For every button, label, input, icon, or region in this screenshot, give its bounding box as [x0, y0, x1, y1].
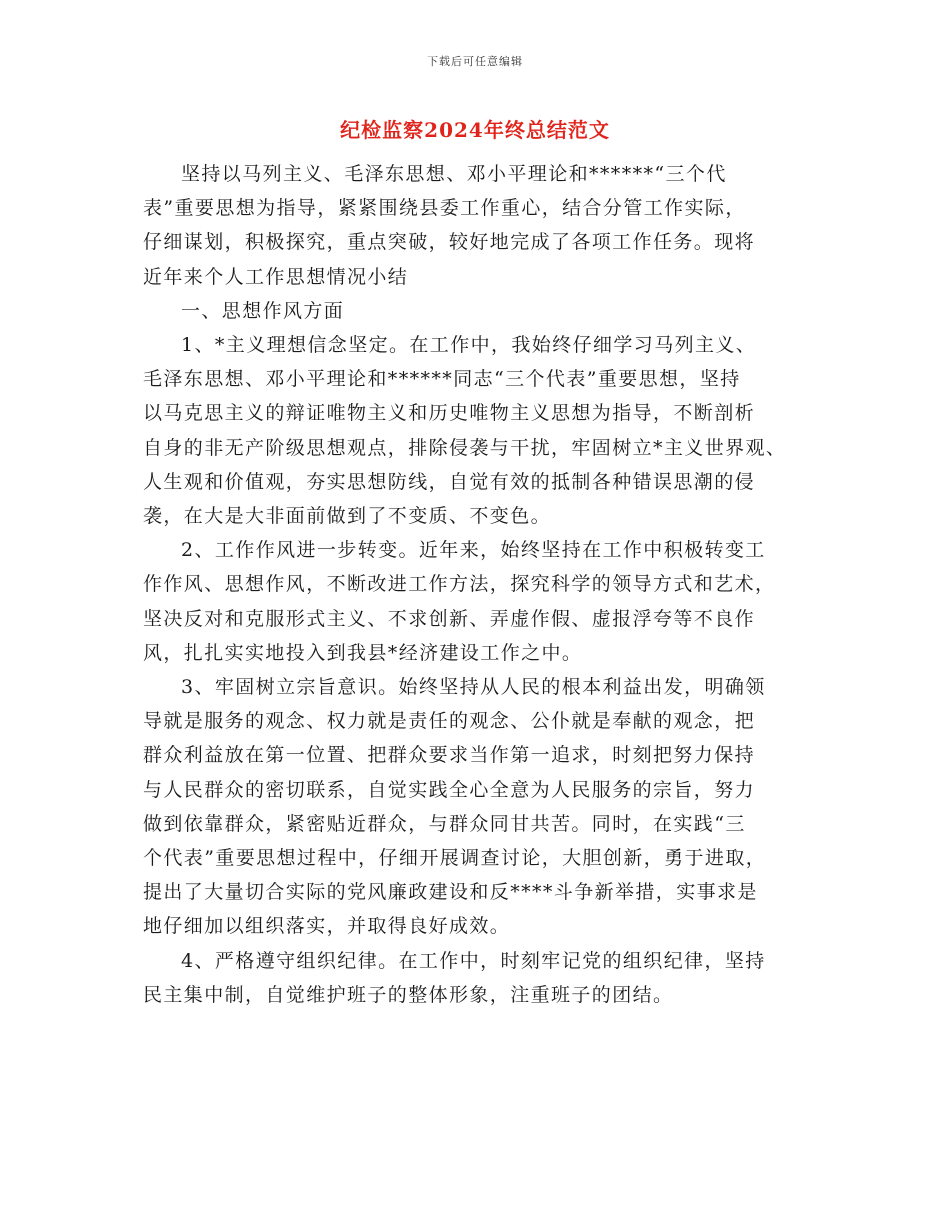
paragraph-item-2: 2、工作作风进一步转变。近年来，始终坚持在工作中积极转变工 作作风、思想作风，不断改进工作方法，探究科学的领导方式和艺术， 坚决反对和克服形式主义、不求创新、弄虚作假、虚报浮夸等不良作 风，扎扎实实地投入到我县*经济建设工作之中。: [143, 539, 776, 664]
paragraph-item-4: 4、严格遵守组织纪律。在工作中，时刻牢记党的组织纪律，坚持 民主集中制，自觉维护班子的整体形象，注重班子的团结。: [143, 949, 766, 1006]
document-title: 纪检监察2024年终总结范文: [340, 118, 610, 142]
paragraph-intro: 坚持以马列主义、毛泽东思想、邓小平理论和******“三个代 表”重要思想为指导，紧紧围绕县委工作重心，结合分管工作实际， 仔细谋划，积极探究，重点突破，较好地完成了各项工作任务。现将 近年来个人工作思想情况小结: [143, 163, 756, 288]
paragraph-item-1: 1、*主义理想信念坚定。在工作中，我始终仔细学习马列主义、 毛泽东思想、邓小平理论和******同志“三个代表”重要思想，坚持 以马克思主义的辩证唯物主义和历史唯物主义思想为指导，不断剖析 自身的非无产阶级思想观点，排除侵袭与干扰，牢固树立*主义世界观、 人生观和价值观，夯实思想防线，自觉有效的抵制各种错误思潮的侵 袭，在大是大非面前做到了不变质、不变色。: [143, 334, 787, 528]
page-header-note: 下载后可任意编辑: [427, 55, 523, 68]
document-body: [143, 157, 823, 1012]
section-heading-ideology: 一、思想作风方面: [181, 299, 345, 322]
paragraph-item-3: 3、牢固树立宗旨意识。始终坚持从人民的根本利益出发，明确领 导就是服务的观念、权力就是责任的观念、公仆就是奉献的观念，把 群众利益放在第一位置、把群众要求当作第一追求，时刻把努力保持 与人民群众的密切联系，自觉实践全心全意为人民服务的宗旨，努力 做到依靠群众，紧密贴近群众，与群众同甘共苦。同时，在实践“三 个代表”重要思想过程中，仔细开展调查讨论，大胆创新，勇于进取， 提出了大量切合实际的党风廉政建设和反****斗争新举措，实事求是 地仔细加以组织落实，并取得良好成效。: [143, 676, 767, 938]
